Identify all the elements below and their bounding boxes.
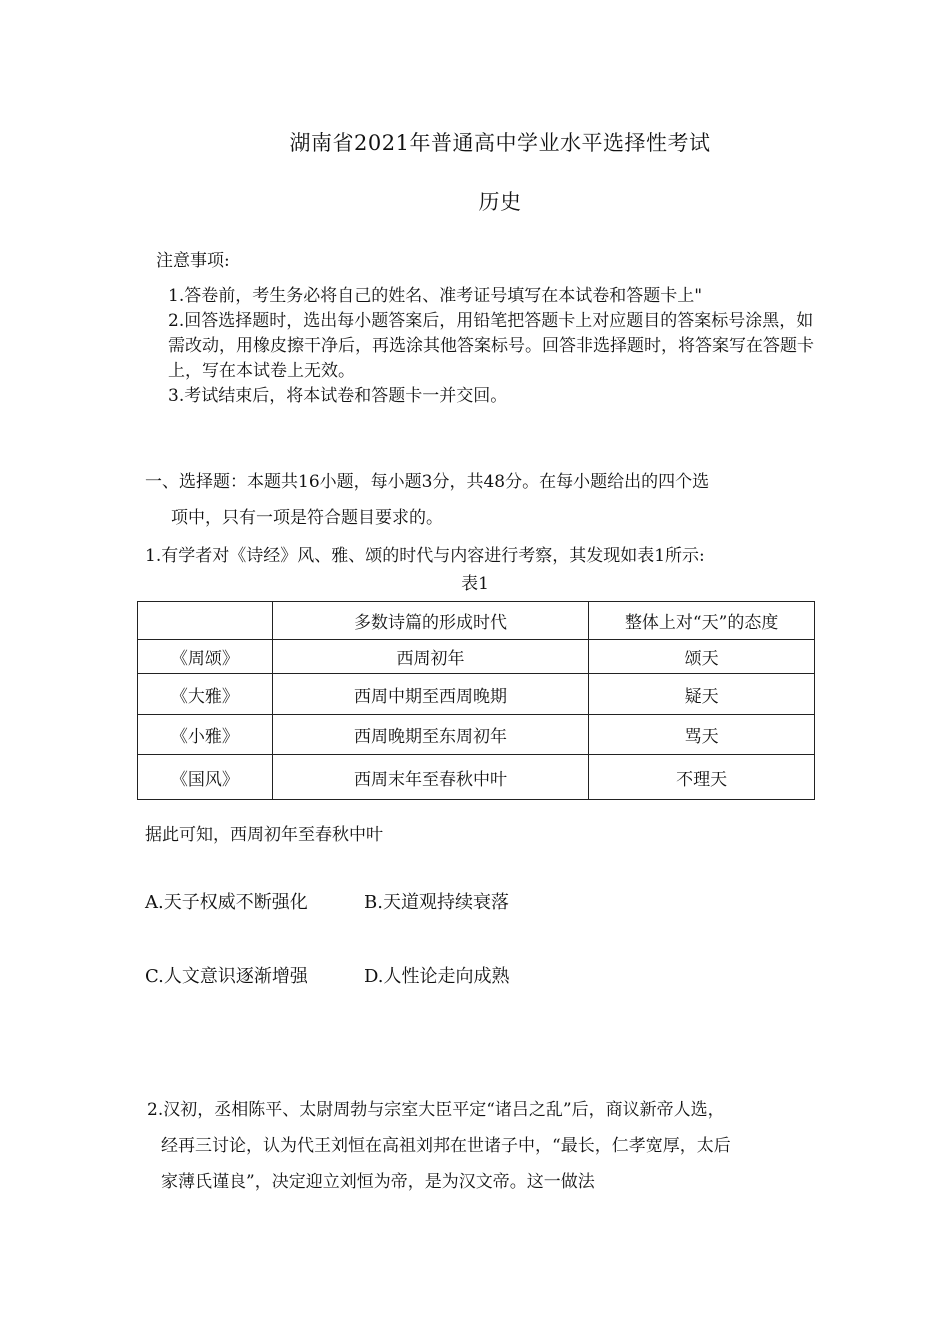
table-cell: 西周末年至春秋中叶	[272, 755, 588, 800]
question-2	[147, 1092, 817, 1200]
option-b: B.天道观持续衰落	[364, 892, 509, 913]
question-2-line: 2.汉初，丞相陈平、太尉周勃与宗室大臣平定“诸吕之乱”后，商议新帝人选，	[147, 1100, 725, 1120]
question-1-stem: 1.有学者对《诗经》风、雅、颂的时代与内容进行考察，其发现如表1所示:	[145, 546, 705, 566]
table-cell: 疑天	[589, 674, 815, 715]
question-2-line: 经再三讨论，认为代王刘恒在高祖刘邦在世诸子中，“最长，仁孝宽厚，太后	[161, 1136, 731, 1156]
option-c: C.人文意识逐渐增强	[145, 966, 308, 987]
data-table	[137, 601, 815, 800]
table-caption: 表1	[461, 574, 489, 594]
table-header-cell	[138, 602, 273, 640]
table-cell: 《大雅》	[138, 674, 273, 715]
section-line: 一、选择题：本题共16小题，每小题3分，共48分。在每小题给出的四个选	[145, 472, 710, 492]
table-row	[138, 715, 815, 755]
table-cell: 西周晚期至东周初年	[272, 715, 588, 755]
option-d: D.人性论走向成熟	[364, 966, 510, 987]
table-cell: 《周颂》	[138, 640, 273, 674]
table-cell: 西周初年	[272, 640, 588, 674]
subject-title: 历史	[478, 190, 522, 214]
section-line: 项中，只有一项是符合题目要求的。	[171, 508, 443, 528]
option-a: A.天子权威不断强化	[145, 892, 308, 913]
section-instructions	[145, 464, 805, 536]
table-cell: 颂天	[589, 640, 815, 674]
table-cell: 《小雅》	[138, 715, 273, 755]
table-cell: 不理天	[589, 755, 815, 800]
table-cell: 西周中期至西周晚期	[272, 674, 588, 715]
table-header-cell: 整体上对“天”的态度	[589, 602, 815, 640]
notice-item: 2.回答选择题时，选出每小题答案后，用铅笔把答题卡上对应题目的答案标号涂黑，如需改动，用橡皮擦干净后，再选涂其他答案标号。回答非选择题时，将答案写在答题卡上，写在本试卷上无效。	[168, 311, 814, 381]
notice-list	[168, 284, 818, 409]
table-row	[138, 755, 815, 800]
table-row	[138, 674, 815, 715]
question-1-lead: 据此可知，西周初年至春秋中叶	[145, 825, 383, 845]
exam-title: 湖南省2021年普通高中学业水平选择性考试	[289, 131, 711, 155]
table-header-cell: 多数诗篇的形成时代	[272, 602, 588, 640]
notice-heading: 注意事项:	[156, 251, 230, 271]
table-cell: 《国风》	[138, 755, 273, 800]
table-header-row	[138, 602, 815, 640]
table-row	[138, 640, 815, 674]
notice-item: 3.考试结束后，将本试卷和答题卡一并交回。	[168, 386, 508, 406]
table-cell: 骂天	[589, 715, 815, 755]
notice-item: 1.答卷前，考生务必将自己的姓名、准考证号填写在本试卷和答题卡上"	[168, 286, 703, 306]
question-2-line: 家薄氏谨良”，决定迎立刘恒为帝，是为汉文帝。这一做法	[161, 1172, 595, 1192]
